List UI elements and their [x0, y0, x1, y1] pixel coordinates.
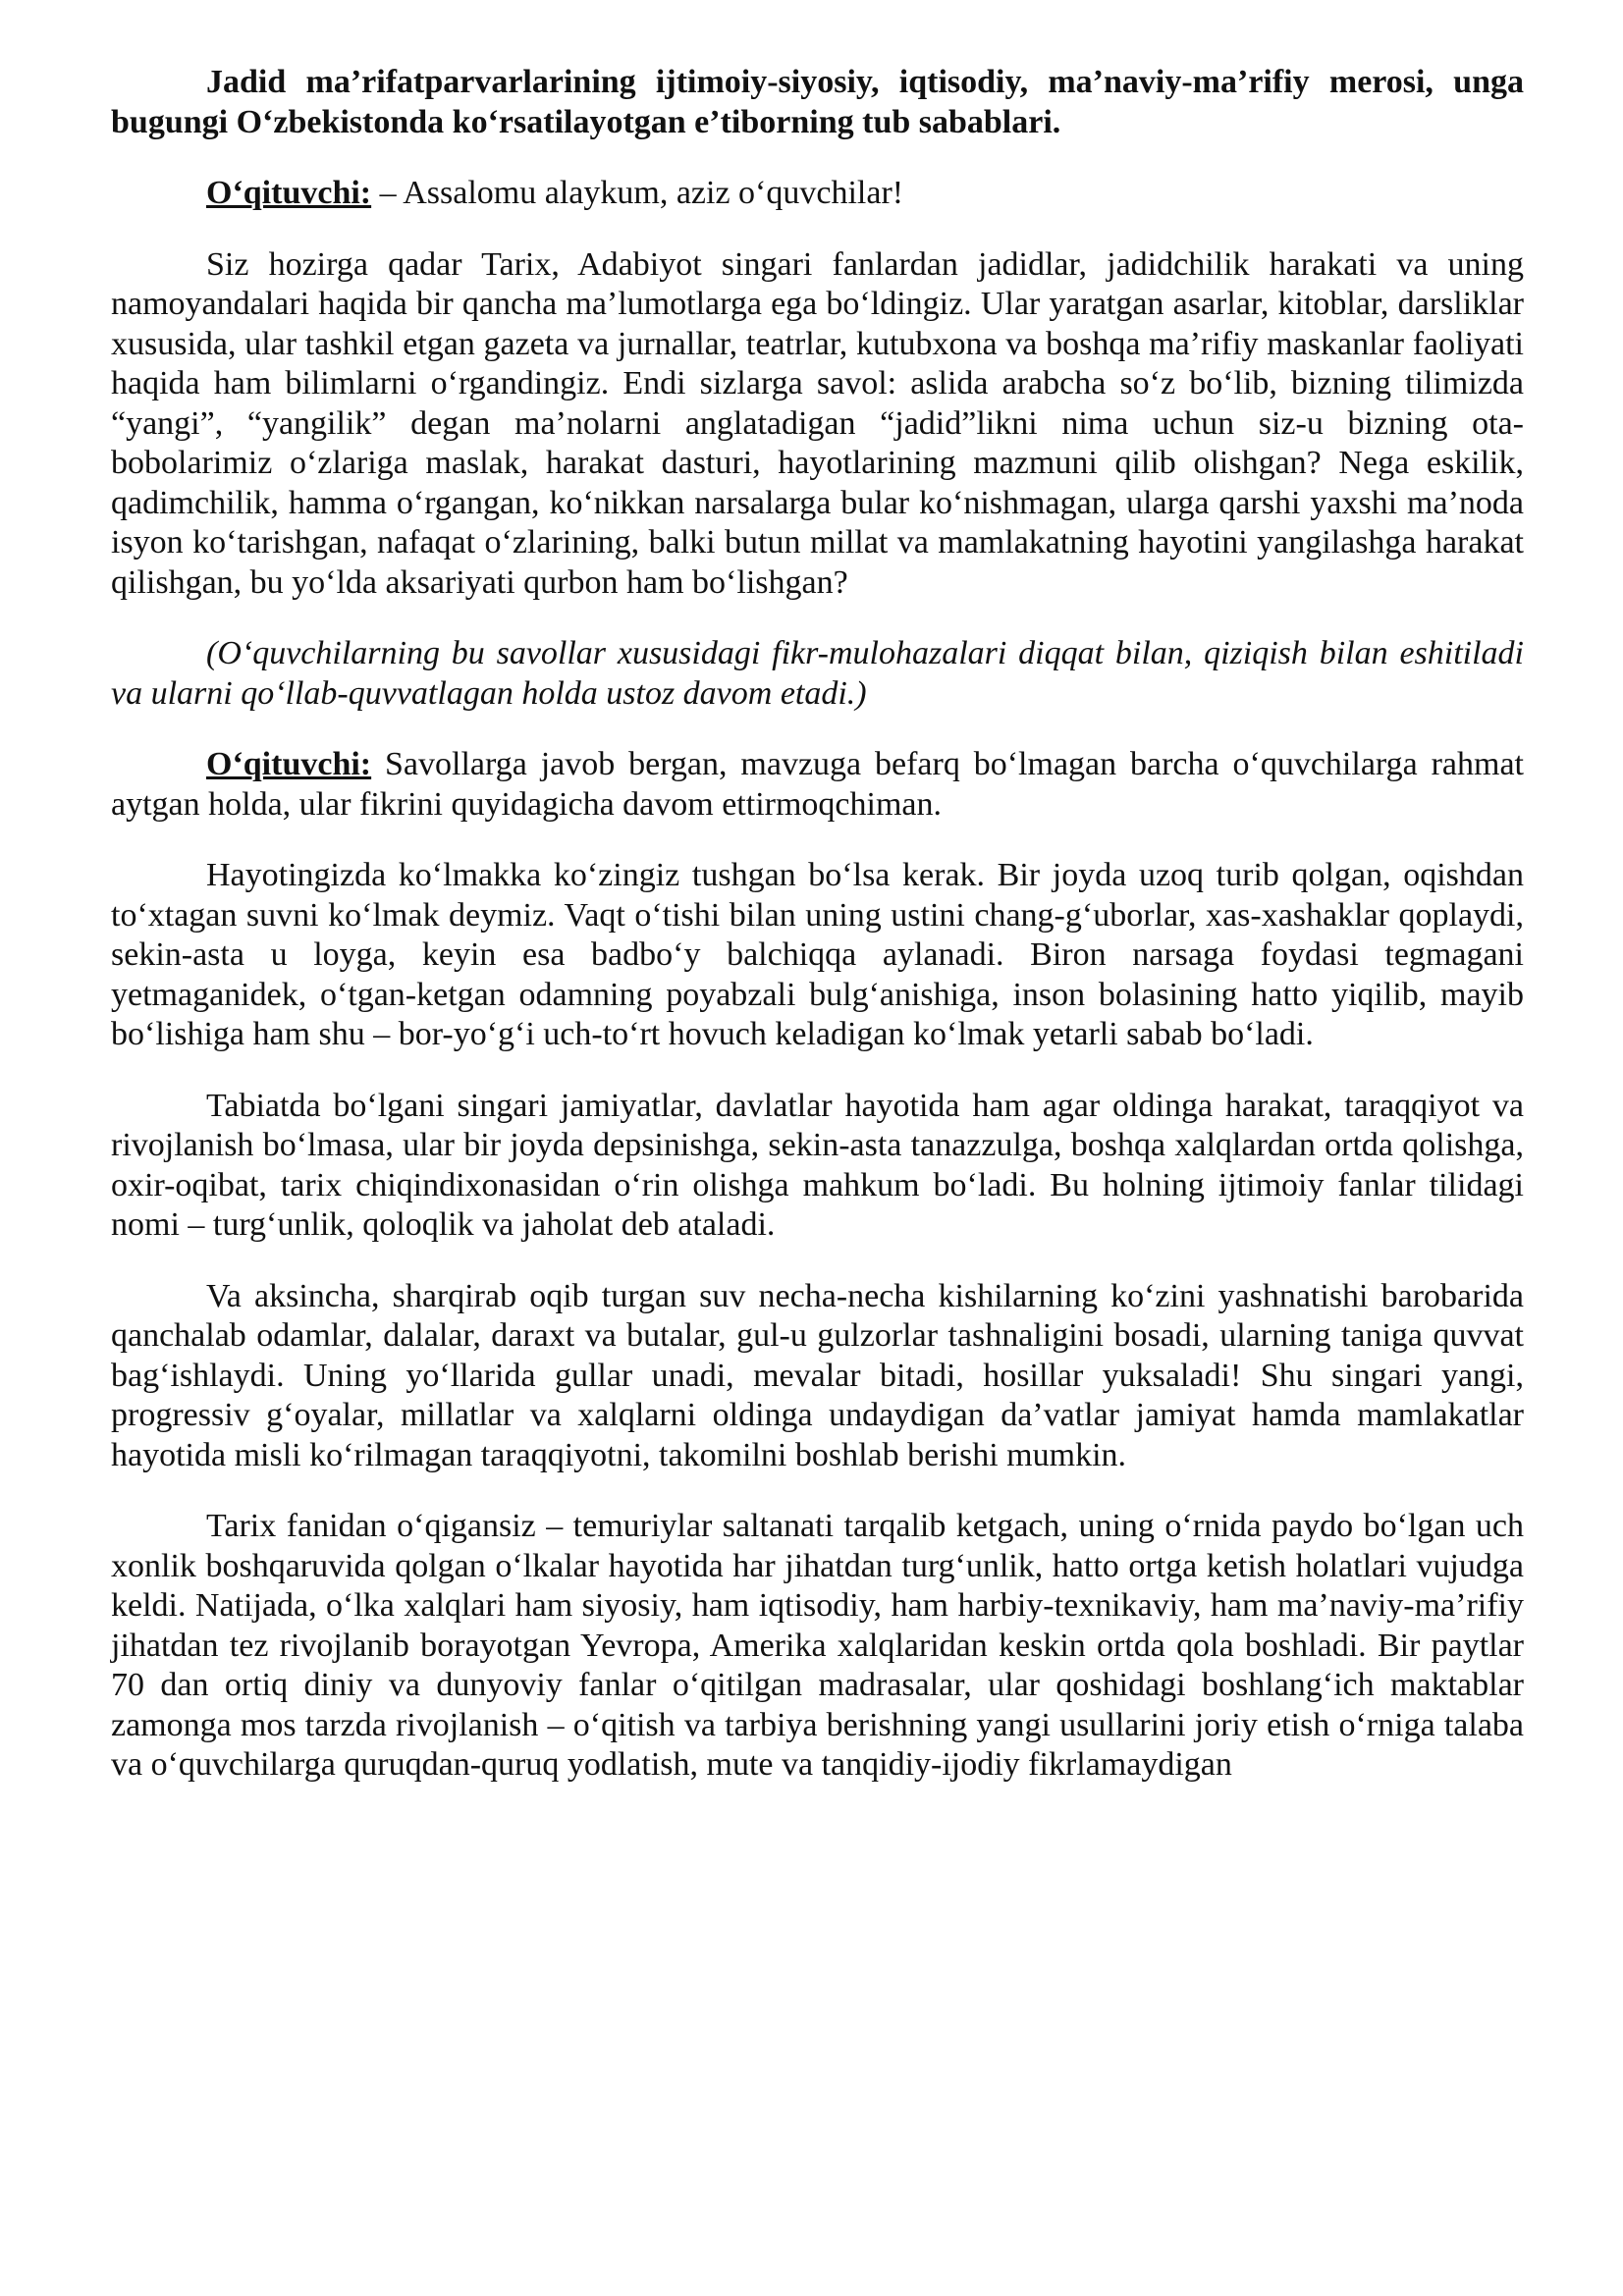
body-paragraph-3: Tabiatda bo‘lgani singari jamiyatlar, davlatlar hayotida ham agar oldinga harakat, taraqqiyot va rivojlanish bo‘lmasa, ular bir joyda depsinishga, sekin-asta tanazzulga, boshqa xalqlardan ortda qolishga, oxir-oqibat, tarix chiqindixonasidan o‘rin olishga mahkum bo‘ladi. Bu holning ijtimoiy fanlar tilidagi nomi – turg‘unlik, qoloqlik va jaholat deb ataladi. — [111, 1087, 1524, 1243]
speaker-label: O‘qituvchi: — [206, 746, 372, 782]
document-title: Jadid ma’rifatparvarlarining ijtimoiy-siyosiy, iqtisodiy, ma’naviy-ma’rifiy merosi, unga bugungi O‘zbekistonda ko‘rsatilayotgan e’tiborning tub sabablari. — [111, 64, 1524, 140]
body-paragraph-5: Tarix fanidan o‘qigansiz – temuriylar saltanati tarqalib ketgach, uning o‘rnida paydo bo‘lgan uch xonlik boshqaruvida qolgan o‘lkalar hayotida har jihatdan turg‘unlik, hatto ortga ketish holatlari vujudga keldi. Natijada, o‘lka xalqlari ham siyosiy, ham iqtisodiy, ham harbiy-texnikaviy, ham ma’naviy-ma’rifiy jihatdan tez rivojlanib borayotgan Yevropa, Amerika xalqlaridan keskin ortda qola boshladi. Bir paytlar 70 dan ortiq diniy va dunyoviy fanlar o‘qitilgan madrasalar, ular qoshidagi boshlang‘ich maktablar zamonga mos tarzda rivojlanish – o‘qitish va tarbiya berishning yangi usullarini joriy etish o‘rniga talaba va o‘quvchilarga quruqdan-quruq yodlatish, mute va tanqidiy-ijodiy fikrlamaydigan — [111, 1508, 1524, 1783]
reply-paragraph — [111, 745, 1524, 825]
greeting-text: – Assalomu alaykum, aziz o‘quvchilar! — [371, 175, 904, 211]
body-paragraph-2: Hayotingizda ko‘lmakka ko‘zingiz tushgan bo‘lsa kerak. Bir joyda uzoq turib qolgan, oqishdan to‘xtagan suvni ko‘lmak deymiz. Vaqt o‘tishi bilan uning ustini chang-g‘uborlar, xas-xashaklar qoplaydi, sekin-asta u loyga, keyin esa badbo‘y balchiqqa aylanadi. Biron narsaga foydasi tegmagani yetmaganidek, o‘tgan-ketgan odamning poyabzali bulg‘anishiga, inson bolasining hatto yiqilib, mayib bo‘lishiga ham shu – bor-yo‘g‘i uch-to‘rt hovuch keladigan ko‘lmak yetarli sabab bo‘ladi. — [111, 857, 1524, 1052]
speaker-label: O‘qituvchi: — [206, 175, 372, 211]
stage-note-paragraph: (O‘quvchilarning bu savollar xususidagi fikr-mulohazalari diqqat bilan, qiziqish bilan eshitiladi va ularni qo‘llab-quvvatlagan holda ustoz davom etadi.) — [111, 635, 1524, 712]
greeting-paragraph — [111, 174, 1524, 214]
body-paragraph-4: Va aksincha, sharqirab oqib turgan suv necha-necha kishilarning ko‘zini yashnatishi barobarida qanchalab odamlar, dalalar, daraxt va butalar, gul-u gulzorlar tashnaligini bosadi, ularning taniga quvvat bag‘ishlaydi. Uning yo‘llarida gullar unadi, mevalar bitadi, hosillar yuksaladi! Shu singari yangi, progressiv g‘oyalar, millatlar va xalqlarni oldinga undaydigan da’vatlar jamiyat hamda mamlakatlar hayotida misli ko‘rilmagan taraqqiyotni, takomilni boshlab berishi mumkin. — [111, 1277, 1524, 1473]
body-paragraph-1: Siz hozirga qadar Tarix, Adabiyot singari fanlardan jadidlar, jadidchilik harakati va uning namoyandalari haqida bir qancha ma’lumotlarga ega bo‘ldingiz. Ular yaratgan asarlar, kitoblar, darsliklar xususida, ular tashkil etgan gazeta va jurnallar, teatrlar, kutubxona va boshqa ma’rifiy maskanlar faoliyati haqida ham bilimlarni o‘rgandingiz. Endi sizlarga savol: aslida arabcha so‘z bo‘lib, bizning tilimizda “yangi”, “yangilik” degan ma’nolarni anglatadigan “jadid”likni nima uchun siz-u bizning ota-bobolarimiz o‘zlariga maslak, harakat dasturi, hayotlarining mazmuni qilib olishgan? Nega eskilik, qadimchilik, hamma o‘rgangan, ko‘nikkan narsalarga bular ko‘nishmagan, ularga qarshi yaxshi ma’noda isyon ko‘tarishgan, nafaqat o‘zlarining, balki butun millat va mamlakatning hayotini yangilashga harakat qilishgan, bu yo‘lda aksariyati qurbon ham bo‘lishgan? — [111, 245, 1524, 601]
document-page — [111, 63, 1524, 1817]
reply-text: Savollarga javob bergan, mavzuga befarq bo‘lmagan barcha o‘quvchilarga rahmat aytgan holda, ular fikrini quyidagicha davom ettirmoqchiman. — [111, 746, 1524, 823]
